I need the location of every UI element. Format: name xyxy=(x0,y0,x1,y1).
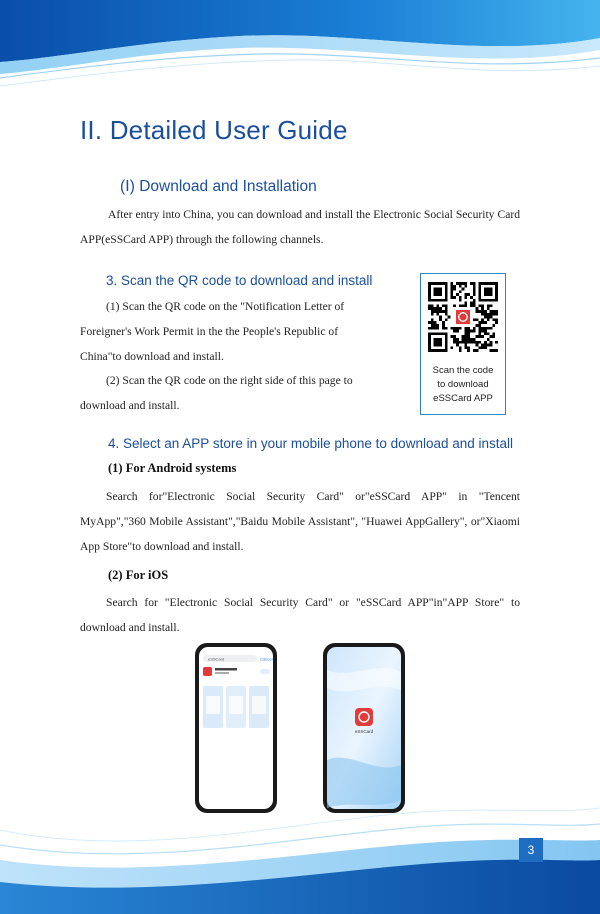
phone-home-screen xyxy=(323,643,405,813)
android-paragraph: Search for"Electronic Social Security Card" or"eSSCard APP" in "Tencent MyApp","360 Mobile Assistant","Baidu Mobile Assistant", "Huawei AppGallery", or"Xiaomi App Store"to download and install. xyxy=(80,490,520,553)
store-section-heading: 4. Select an APP store in your mobile phone to download and install xyxy=(108,436,514,451)
qr-caption-line: eSSCard APP xyxy=(433,393,493,404)
qr-code-image[interactable] xyxy=(428,282,498,352)
app-icon-label: eSSCard xyxy=(354,729,374,734)
phone-app-store-search xyxy=(195,643,277,813)
section-heading: (Ⅰ) Download and Installation xyxy=(120,178,317,195)
app-icon-large xyxy=(355,708,373,726)
qr-section-heading: 3. Scan the QR code to download and install xyxy=(106,273,373,288)
qr-caption-line: to download xyxy=(437,379,489,390)
page-number: 3 xyxy=(519,838,543,862)
phone-cancel-text: Cancel xyxy=(260,656,273,662)
app-icon-small xyxy=(203,667,212,676)
ios-paragraph: Search for "Electronic Social Security Card" or "eSSCard APP"in"APP Store" to download and install. xyxy=(80,596,520,634)
qr-item-1: (1) Scan the QR code on the "Notification Letter of Foreigner's Work Permit in the the People's Republic of China"to download and install. xyxy=(80,300,345,363)
intro-paragraph: After entry into China, you can download and install the Electronic Social Security Card APP(eSSCard APP) through the following channels. xyxy=(80,208,520,246)
page-title: II. Detailed User Guide xyxy=(80,115,348,145)
phone-search-text: eSSCard xyxy=(208,656,225,662)
android-heading: (1) For Android systems xyxy=(108,461,237,475)
bottom-wave-decoration xyxy=(0,790,600,914)
qr-caption xyxy=(421,364,505,406)
ios-heading: (2) For iOS xyxy=(108,568,169,582)
qr-item-2: (2) Scan the QR code on the right side of this page to download and install. xyxy=(80,374,353,412)
qr-caption-line: Scan the code xyxy=(432,365,494,376)
qr-code-box xyxy=(420,273,506,415)
top-wave-decoration xyxy=(0,0,600,95)
